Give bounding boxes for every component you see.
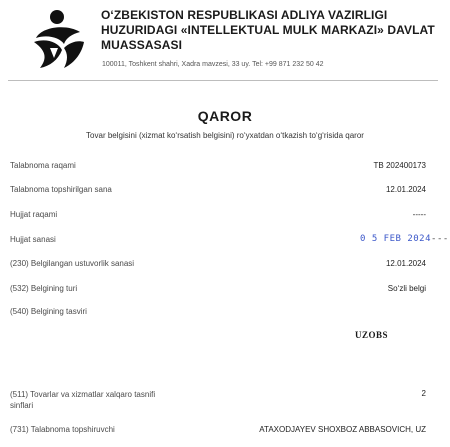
field-label: (731) Talabnoma topshiruvchi <box>10 425 115 434</box>
field-value: --- <box>431 234 449 244</box>
field-label: Hujjat raqami <box>10 210 58 219</box>
field-value: 12.01.2024 <box>385 259 426 268</box>
field-label: (532) Belgining turi <box>10 284 78 293</box>
document-subtitle: Tovar belgisini (xizmat ko‘rsatish belgisini) ro‘yxatdan o‘tkazish to‘g‘risida qaror <box>86 131 364 140</box>
organization-address: 100011, Toshkent shahri, Xadra mavzesi, 33 uy. Tel: +99 871 232 50 42 <box>102 61 324 68</box>
date-stamp <box>360 234 449 244</box>
field-value: 12.01.2024 <box>385 185 426 194</box>
field-label: (540) Belgining tasviri <box>10 307 87 316</box>
field-value: So‘zli belgi <box>387 284 426 293</box>
org-line-2: HUZURIDAGI «INTELLEKTUAL MULK MARKAZI» DAVLAT <box>101 23 435 37</box>
header-divider <box>8 80 438 81</box>
field-value: TB 202400173 <box>373 161 426 170</box>
field-label: Talabnoma topshirilgan sana <box>10 185 112 194</box>
mark-image-text: UZOBS <box>355 330 389 340</box>
field-label-line-1: (511) Tovarlar va xizmatlar xalqaro tasnifi <box>10 390 156 399</box>
date-stamp-text: 0 5 FEB 2024 <box>360 234 432 244</box>
field-label: (230) Belgilangan ustuvorlik sanasi <box>10 259 135 268</box>
field-label: Hujjat sanasi <box>10 235 56 244</box>
field-label-line-2: sinflari <box>10 401 34 410</box>
organization-name <box>101 8 441 53</box>
field-value: ----- <box>412 210 426 219</box>
field-label <box>10 389 155 411</box>
field-label: Talabnoma raqami <box>10 161 76 170</box>
org-line-1: O‘ZBEKISTON RESPUBLIKASI ADLIYA VAZIRLIGI <box>101 8 388 22</box>
field-value: 2 <box>421 389 426 398</box>
field-value: ATAXODJAYEV SHOXBOZ ABBASOVICH, UZ <box>259 425 426 434</box>
org-line-3: MUASSASASI <box>101 38 183 52</box>
emblem-logo-icon <box>28 8 86 72</box>
document-title: QAROR <box>197 108 253 124</box>
